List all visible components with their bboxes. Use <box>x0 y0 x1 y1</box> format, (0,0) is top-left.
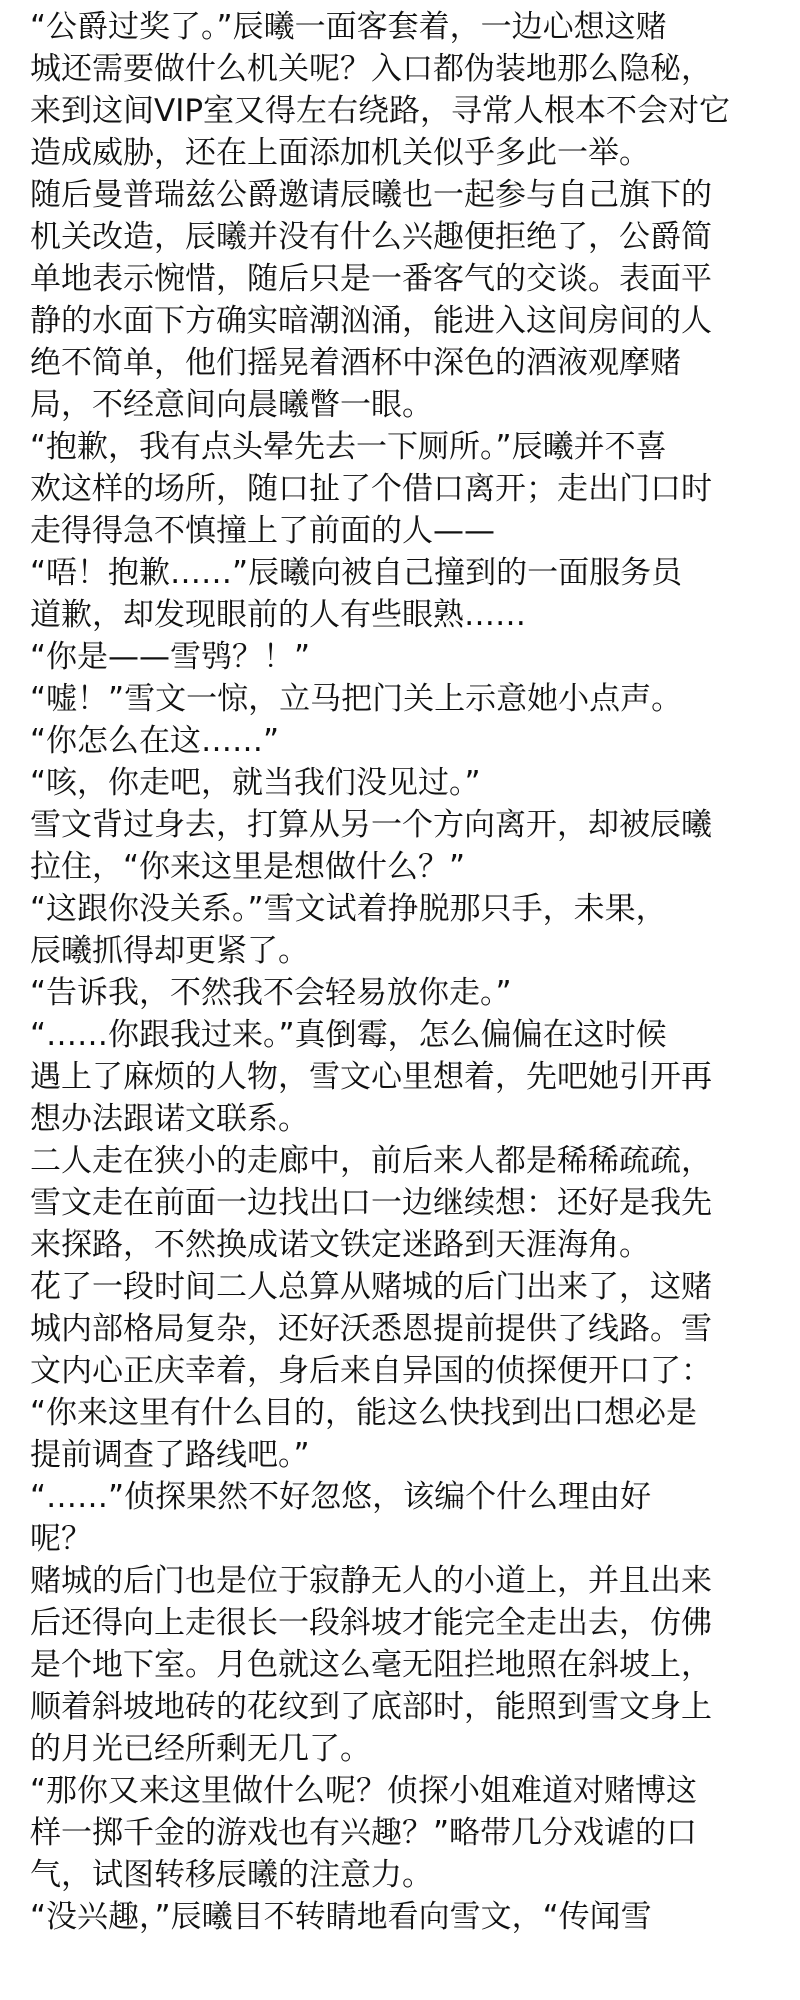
story-text <box>30 6 778 1938</box>
text-line: 欢这样的场所，随口扯了个借口离开；走出门口时 <box>30 471 712 507</box>
text-line: 机关改造，辰曦并没有什么兴趣便拒绝了，公爵简 <box>30 219 712 255</box>
text-line: 的月光已经所剩无几了。 <box>30 1731 371 1767</box>
text-line: 单地表示惋惜，随后只是一番客气的交谈。表面平 <box>30 261 712 297</box>
text-line: 花了一段时间二人总算从赌城的后门出来了，这赌 <box>30 1269 712 1305</box>
text-line: “咳，你走吧，就当我们没见过。” <box>30 765 481 801</box>
text-line: 城还需要做什么机关呢？入口都伪装地那么隐秘， <box>30 51 712 87</box>
text-line: 文内心正庆幸着，身后来自异国的侦探便开口了： <box>30 1353 712 1389</box>
text-line: “唔！抱歉……”辰曦向被自己撞到的一面服务员 <box>30 555 683 591</box>
text-line: “告诉我，不然我不会轻易放你走。” <box>30 975 512 1011</box>
text-line: “公爵过奖了。”辰曦一面客套着，一边心想这赌 <box>30 9 667 45</box>
text-line: “没兴趣，”辰曦目不转睛地看向雪文，“传闻雪 <box>30 1899 652 1935</box>
text-line: 想办法跟诺文联系。 <box>30 1101 309 1137</box>
text-line: “抱歉，我有点头晕先去一下厕所。”辰曦并不喜 <box>30 429 667 465</box>
text-line: 二人走在狭小的走廊中，前后来人都是稀稀疏疏， <box>30 1143 712 1179</box>
text-line: 城内部格局复杂，还好沃悉恩提前提供了线路。雪 <box>30 1311 712 1347</box>
text-line: “你是——雪鸮？！” <box>30 639 311 675</box>
text-line: 走得得急不慎撞上了前面的人—— <box>30 513 495 549</box>
text-line: 后还得向上走很长一段斜坡才能完全走出去，仿佛 <box>30 1605 712 1641</box>
text-line: 提前调查了路线吧。” <box>30 1437 310 1473</box>
text-line: 雪文走在前面一边找出口一边继续想：还好是我先 <box>30 1185 712 1221</box>
text-line: “你来这里有什么目的，能这么快找到出口想必是 <box>30 1395 698 1431</box>
text-line: 赌城的后门也是位于寂静无人的小道上，并且出来 <box>30 1563 712 1599</box>
text-line: 拉住，“你来这里是想做什么？” <box>30 849 466 885</box>
text-line: 遇上了麻烦的人物，雪文心里想着，先吧她引开再 <box>30 1059 712 1095</box>
text-line: 是个地下室。月色就这么毫无阻拦地照在斜坡上， <box>30 1647 712 1683</box>
text-line: 呢？ <box>30 1521 92 1557</box>
text-line: 绝不简单，他们摇晃着酒杯中深色的酒液观摩赌 <box>30 345 681 381</box>
text-line: “这跟你没关系。”雪文试着挣脱那只手，未果， <box>30 891 667 927</box>
text-line: 顺着斜坡地砖的花纹到了底部时，能照到雪文身上 <box>30 1689 712 1725</box>
text-line: 气，试图转移辰曦的注意力。 <box>30 1857 433 1893</box>
text-line: 雪文背过身去，打算从另一个方向离开，却被辰曦 <box>30 807 712 843</box>
text-line: “嘘！”雪文一惊，立马把门关上示意她小点声。 <box>30 681 683 717</box>
text-line: “……”侦探果然不好忽悠，该编个什么理由好 <box>30 1479 652 1515</box>
text-line: 样一掷千金的游戏也有兴趣？”略带几分戏谑的口 <box>30 1815 698 1851</box>
text-line: 造成威胁，还在上面添加机关似乎多此一举。 <box>30 135 650 171</box>
text-line: “……你跟我过来。”真倒霉，怎么偏偏在这时候 <box>30 1017 667 1053</box>
text-line: “那你又来这里做什么呢？侦探小姐难道对赌博这 <box>30 1773 698 1809</box>
text-line: 随后曼普瑞兹公爵邀请辰曦也一起参与自己旗下的 <box>30 177 712 213</box>
text-line: “你怎么在这……” <box>30 723 280 759</box>
text-line: 静的水面下方确实暗潮汹涌，能进入这间房间的人 <box>30 303 712 339</box>
text-line: 辰曦抓得却更紧了。 <box>30 933 309 969</box>
text-line: 道歉，却发现眼前的人有些眼熟…… <box>30 597 526 633</box>
text-line: 来到这间VIP室又得左右绕路，寻常人根本不会对它 <box>30 93 731 129</box>
text-line: 来探路，不然换成诺文铁定迷路到天涯海角。 <box>30 1227 650 1263</box>
text-line: 局，不经意间向晨曦瞥一眼。 <box>30 387 433 423</box>
